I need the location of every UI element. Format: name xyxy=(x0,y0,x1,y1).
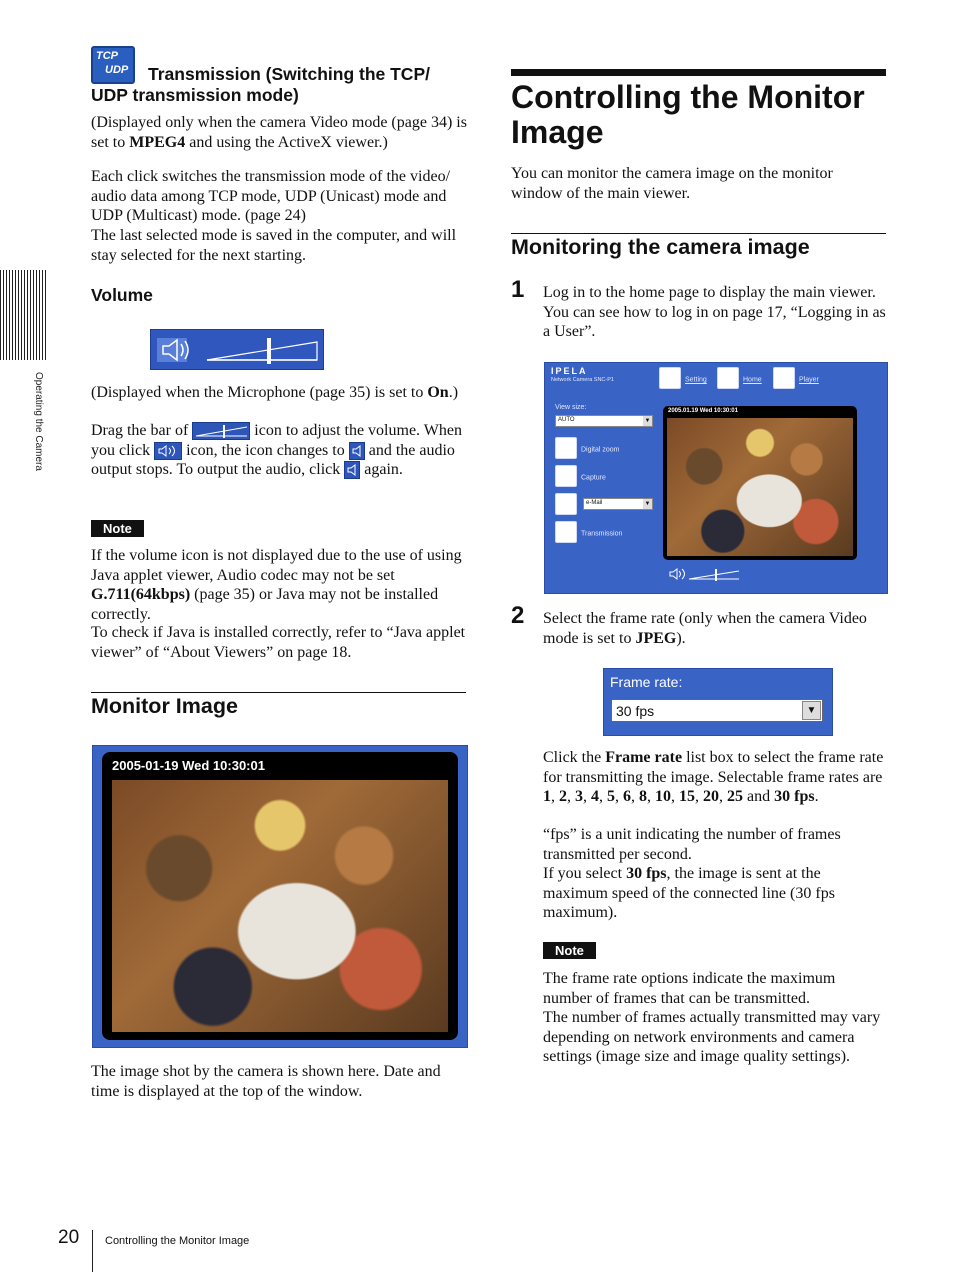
page-number: 20 xyxy=(58,1227,80,1248)
view-size-label: View size: xyxy=(555,404,587,411)
frame-rate-figure xyxy=(603,668,833,736)
volume-p2: Drag the bar of icon to adjust the volume. When you click icon, the icon changes to and the audio output stops. To output the audio, click again. xyxy=(91,422,462,478)
chevron-down-icon: ▼ xyxy=(802,701,821,720)
viewer-photo xyxy=(667,418,853,556)
view-size-select[interactable]: AUTO ▼ xyxy=(555,415,653,427)
send-icon xyxy=(555,493,577,515)
frame-rate-description: Click the Frame rate list box to select the frame rate for transmitting the image. Selectable frame rates are 1, 2, 3, 4, 5, 6, 8, 10, 15, 20, 25 and 30 fps. xyxy=(543,749,884,805)
ipela-logo: IPELA xyxy=(551,366,588,376)
home-link[interactable]: Home xyxy=(717,367,762,389)
volume-p1: (Displayed when the Microphone (page 35) is set to On.) xyxy=(91,384,459,401)
speaker-muted-icon xyxy=(344,461,360,479)
frame-rate-note-p1: The frame rate options indicate the maximum number of frames that can be transmitted. xyxy=(543,970,836,1007)
zoom-icon xyxy=(555,437,577,459)
step-2-number: 2 xyxy=(511,602,525,629)
sidebar-section-label: Operating the Camera xyxy=(33,372,44,471)
email-select[interactable]: e-Mail ▼ xyxy=(583,498,653,510)
title-rule xyxy=(511,69,886,76)
frame-rate-label: Frame rate: xyxy=(610,674,683,690)
player-icon xyxy=(773,367,795,389)
monitor-timestamp: 2005-01-19 Wed 10:30:01 xyxy=(112,758,265,773)
monitor-image-heading: Monitor Image xyxy=(91,694,238,718)
viewer-monitor-window xyxy=(663,406,857,560)
step-2-text: Select the frame rate (only when the camera Video mode is set to JPEG). xyxy=(543,610,867,647)
monitor-image-figure xyxy=(92,745,468,1048)
fps-max-speed: If you select 30 fps, the image is sent at the maximum speed of the connected line (30 fps maximum). xyxy=(543,865,835,921)
tcp-udp-icon: TCP UDP xyxy=(91,46,135,84)
volume-slider-icon xyxy=(192,422,250,440)
step-1-number: 1 xyxy=(511,276,525,303)
volume-control-figure xyxy=(150,329,324,370)
tcp-udp-icon xyxy=(555,521,577,543)
transmission-p3: The last selected mode is saved in the computer, and will stay selected for the next starting. xyxy=(91,227,457,264)
frame-rate-note-p2: The number of frames actually transmitted may vary depending on network environments and camera settings (image size and image quality settings). xyxy=(543,1009,881,1065)
fps-definition: “fps” is a unit indicating the number of frames transmitted per second. xyxy=(543,826,841,863)
chevron-down-icon: ▼ xyxy=(644,501,651,507)
frame-rate-select[interactable]: 30 fps ▼ xyxy=(611,699,823,722)
capture-icon xyxy=(555,465,577,487)
speaker-icon xyxy=(151,330,323,369)
volume-note-java: To check if Java is installed correctly, refer to “Java applet viewer” of “About Viewers” on page 18. xyxy=(91,624,466,661)
footer-running-title: Controlling the Monitor Image xyxy=(105,1235,250,1247)
page-title: Controlling the Monitor Image xyxy=(511,79,865,150)
monitoring-subheading: Monitoring the camera image xyxy=(511,235,810,259)
monitor-image-caption: The image shot by the camera is shown here. Date and time is displayed at the top of the window. xyxy=(91,1063,441,1100)
transmission-p1: (Displayed only when the camera Video mode (page 34) is set to MPEG4 and using the ActiveX viewer.) xyxy=(91,114,467,151)
setting-icon xyxy=(659,367,681,389)
frame-rate-note-label: Note xyxy=(543,942,596,960)
footer-divider xyxy=(92,1230,93,1272)
player-link[interactable]: Player xyxy=(773,367,819,389)
capture-button[interactable]: Capture xyxy=(555,465,606,487)
intro-text: You can monitor the camera image on the monitor window of the main viewer. xyxy=(511,165,833,202)
speaker-muted-icon xyxy=(349,442,365,460)
digital-zoom-button[interactable]: Digital zoom xyxy=(555,437,620,459)
viewer-timestamp: 2005.01.19 Wed 10:30:01 xyxy=(668,408,738,414)
transmission-button[interactable]: Transmission xyxy=(555,521,622,543)
email-button[interactable] xyxy=(555,493,577,515)
camera-model: Network Camera SNC-P1 xyxy=(551,377,614,383)
home-icon xyxy=(717,367,739,389)
camera-photo xyxy=(112,780,448,1032)
monitor-window xyxy=(102,752,458,1040)
speaker-on-icon xyxy=(154,442,182,460)
chevron-down-icon: ▼ xyxy=(644,418,651,424)
volume-note-label: Note xyxy=(91,520,144,538)
volume-note-text: If the volume icon is not displayed due to the use of using Java applet viewer, Audio codec may not be set G.711(64kbps) (page 35) or Java may not be installed correctly. xyxy=(91,547,462,623)
step-1-text: Log in to the home page to display the main viewer. You can see how to log in on page 17, “Logging in as a User”. xyxy=(543,284,886,340)
thumb-index-bar xyxy=(0,270,47,360)
transmission-heading: Transmission (Switching the TCP/ UDP transmission mode) xyxy=(91,64,430,105)
viewer-volume-control[interactable] xyxy=(667,566,747,582)
setting-link[interactable]: Setting xyxy=(659,367,707,389)
transmission-p2: Each click switches the transmission mode of the video/ audio data among TCP mode, UDP (Unicast) mode and UDP (Multicast) mode. (page 24) xyxy=(91,168,451,224)
volume-heading: Volume xyxy=(91,285,153,305)
main-viewer-figure xyxy=(544,362,888,594)
